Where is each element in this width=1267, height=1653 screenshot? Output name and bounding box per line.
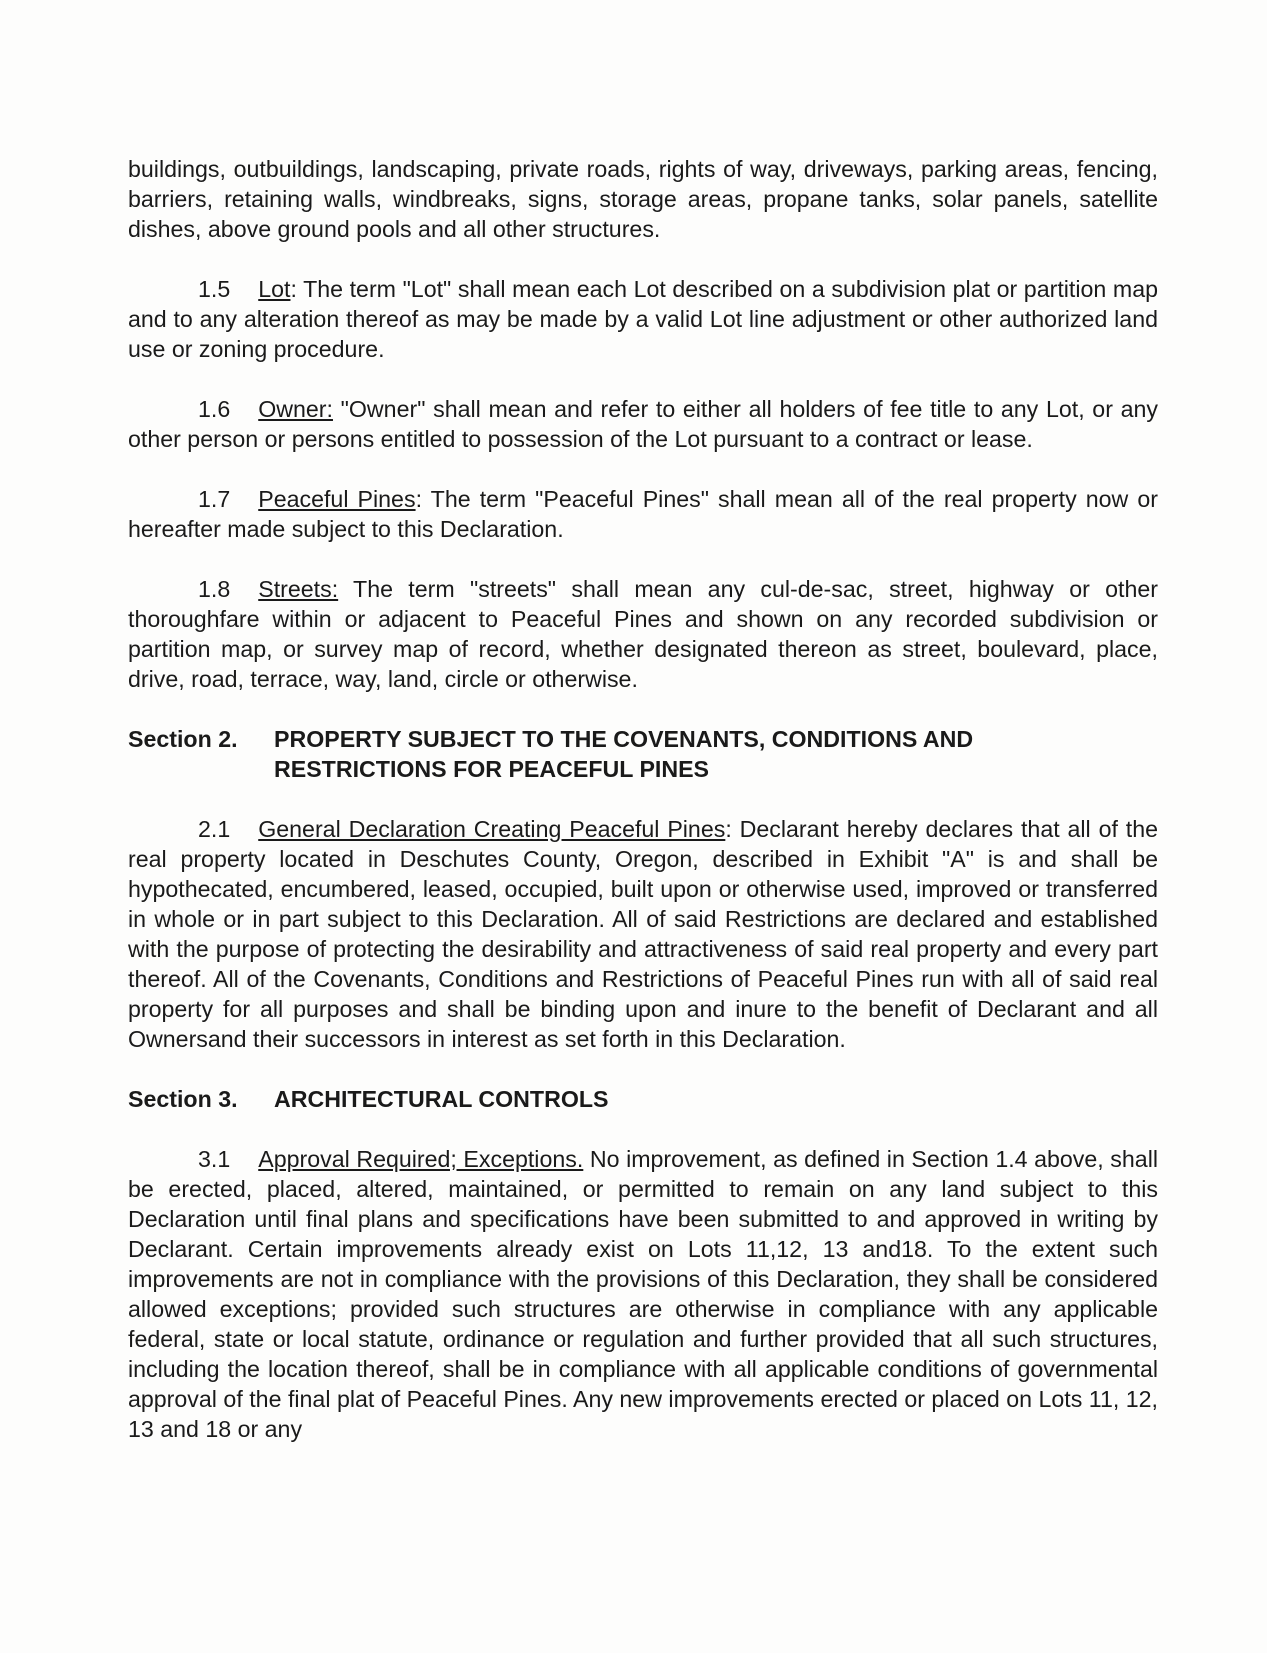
- clause-text: Declarant hereby declares that all of the real property located in Deschutes County, Oregon, described in Exhibit "A" is and shall be hypothecated, encumbered, leased, occupied, built upon or otherwise used, improved or transferred in whole or in part subject to this Declaration. All of said Restrictions are declared and established with the purpose of protecting the desirability and attractiveness of said real property and every part thereof. All of the Covenants, Conditions and Restrictions of Peaceful Pines run with all of said real property for all purposes and shall be binding upon and inure to the benefit of Declarant and all Ownersand their successors in interest as set forth in this Declaration.: [128, 816, 1158, 1052]
- clause-text: The term "Peaceful Pines" shall mean all of the real property now or hereafter made subject to this Declaration.: [128, 486, 1158, 542]
- clause-number: 1.7: [198, 486, 231, 512]
- clause-1-8: [128, 574, 1158, 694]
- section-2-heading: [128, 724, 1158, 784]
- clause-number: 1.6: [198, 396, 231, 422]
- section-title: ARCHITECTURAL CONTROLS: [274, 1086, 609, 1112]
- continuation-paragraph: buildings, outbuildings, landscaping, private roads, rights of way, driveways, parking areas, fencing, barriers, retaining walls, windbreaks, signs, storage areas, propane tanks, solar panels, satellite dishes, above ground pools and all other structures.: [128, 156, 1158, 242]
- document-body: [128, 154, 1158, 1474]
- clause-text: No improvement, as defined in Section 1.4 above, shall be erected, placed, altered, maintained, or permitted to remain on any land subject to this Declaration until final plans and specifications have been submitted to and approved in writing by Declarant. Certain improvements already exist on Lots 11,12, 13 and18. To the extent such improvements are not in compliance with the provisions of this Declaration, they shall be considered allowed exceptions; provided such structures are otherwise in compliance with any applicable federal, state or local statute, ordinance or regulation and further provided that all such structures, including the location thereof, shall be in compliance with all applicable conditions of governmental approval of the final plat of Peaceful Pines. Any new improvements erected or placed on Lots 11, 12, 13 and 18 or any: [128, 1146, 1158, 1442]
- clause-text: The term "Lot" shall mean each Lot described on a subdivision plat or partition map and to any alteration thereof as may be made by a valid Lot line adjustment or other authorized land use or zoning procedure.: [128, 276, 1158, 362]
- clause-term: Peaceful Pines: [258, 486, 416, 512]
- clause-term: Streets:: [258, 576, 339, 602]
- clause-1-7: [128, 484, 1158, 544]
- clause-3-1: [128, 1144, 1158, 1444]
- clause-term: Approval Required; Exceptions.: [258, 1146, 584, 1172]
- section-label: Section 3.: [128, 1086, 238, 1112]
- clause-separator: :: [415, 486, 423, 512]
- clause-text: The term "streets" shall mean any cul-de-sac, street, highway or other thoroughfare within or adjacent to Peaceful Pines and shown on any recorded subdivision or partition map, or survey map of record, whether designated thereon as street, boulevard, place, drive, road, terrace, way, land, circle or otherwise.: [128, 576, 1158, 692]
- section-label: Section 2.: [128, 726, 238, 752]
- clause-separator: :: [290, 276, 297, 302]
- clause-term: Lot: [258, 276, 291, 302]
- section-title-line: RESTRICTIONS FOR PEACEFUL PINES: [274, 756, 710, 782]
- clause-number: 1.5: [198, 276, 231, 302]
- clause-term: Owner:: [258, 396, 333, 422]
- section-3-heading: [128, 1084, 1158, 1114]
- clause-2-1: [128, 814, 1158, 1054]
- section-title: [274, 724, 1158, 784]
- clause-term: General Declaration Creating Peaceful Pines: [258, 816, 726, 842]
- clause-number: 1.8: [198, 576, 231, 602]
- clause-text: "Owner" shall mean and refer to either all holders of fee title to any Lot, or any other person or persons entitled to possession of the Lot pursuant to a contract or lease.: [128, 396, 1158, 452]
- clause-1-6: [128, 394, 1158, 454]
- clause-separator: :: [725, 816, 732, 842]
- clause-1-5: [128, 274, 1158, 364]
- clause-number: 3.1: [198, 1146, 231, 1172]
- section-title-line: PROPERTY SUBJECT TO THE COVENANTS, CONDITIONS AND: [274, 726, 974, 752]
- clause-number: 2.1: [198, 816, 231, 842]
